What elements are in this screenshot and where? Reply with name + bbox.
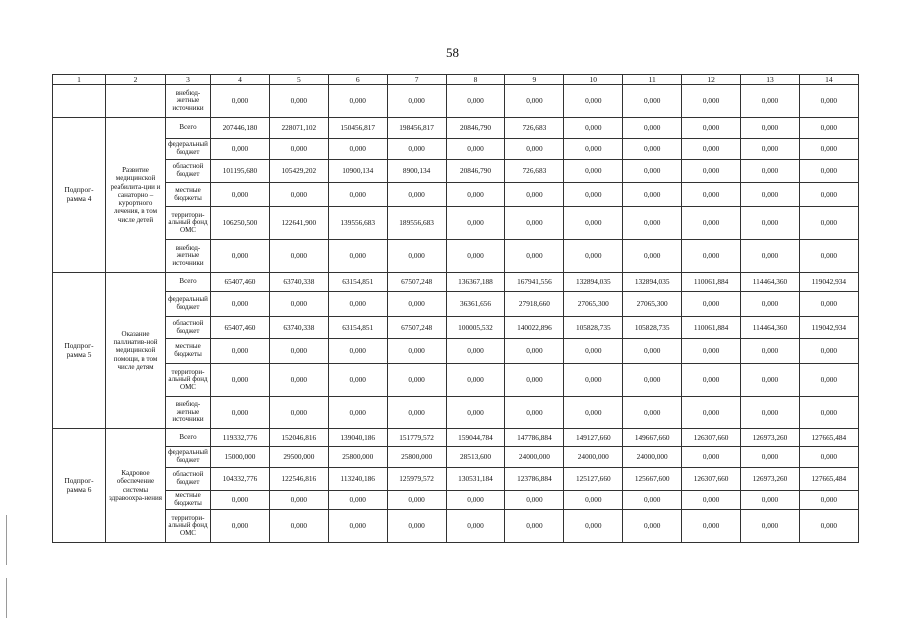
funding-source-cell: внебюд-жетные источники [166,85,211,118]
value-cell: 0,000 [269,397,328,429]
value-cell: 125127,660 [564,468,623,491]
value-cell: 24000,000 [564,447,623,468]
value-cell: 0,000 [211,183,270,207]
value-cell: 0,000 [741,85,800,118]
value-cell: 10900,134 [328,160,387,183]
value-cell: 0,000 [387,491,446,510]
value-cell: 104332,776 [211,468,270,491]
value-cell: 0,000 [505,491,564,510]
column-number: 10 [564,75,623,85]
value-cell: 136367,188 [446,273,505,292]
value-cell: 0,000 [505,240,564,273]
value-cell: 0,000 [682,339,741,364]
value-cell: 0,000 [211,364,270,397]
value-cell: 0,000 [505,364,564,397]
value-cell: 0,000 [682,292,741,317]
value-cell: 63740,338 [269,317,328,339]
funding-source-cell: Всего [166,118,211,139]
value-cell: 0,000 [328,240,387,273]
value-cell: 0,000 [387,364,446,397]
value-cell: 726,683 [505,160,564,183]
value-cell: 0,000 [682,118,741,139]
margin-mark [6,578,7,618]
value-cell: 0,000 [682,240,741,273]
value-cell: 105828,735 [623,317,682,339]
column-number: 13 [741,75,800,85]
table-row [53,468,859,491]
value-cell: 0,000 [799,207,858,240]
value-cell: 0,000 [799,510,858,543]
value-cell: 0,000 [564,364,623,397]
value-cell: 0,000 [505,510,564,543]
value-cell: 0,000 [446,183,505,207]
value-cell: 149127,660 [564,429,623,447]
column-number: 9 [505,75,564,85]
value-cell: 0,000 [269,364,328,397]
subprogram-name-cell [106,85,166,118]
value-cell: 198456,817 [387,118,446,139]
funding-source-cell: федеральный бюджет [166,447,211,468]
value-cell: 0,000 [682,491,741,510]
table-row [53,207,859,240]
value-cell: 114464,360 [741,317,800,339]
value-cell: 63740,338 [269,273,328,292]
margin-mark [6,515,7,565]
funding-source-cell: внебюд-жетные источники [166,397,211,429]
value-cell: 123786,884 [505,468,564,491]
funding-source-cell: местные бюджеты [166,491,211,510]
value-cell: 0,000 [211,397,270,429]
funding-source-cell: областной бюджет [166,468,211,491]
value-cell: 0,000 [564,118,623,139]
value-cell: 0,000 [799,364,858,397]
page-number: 58 [446,45,459,60]
column-number: 4 [211,75,270,85]
table-row [53,160,859,183]
value-cell: 0,000 [682,447,741,468]
value-cell: 63154,851 [328,273,387,292]
table-row [53,397,859,429]
value-cell: 228071,102 [269,118,328,139]
value-cell: 0,000 [623,183,682,207]
value-cell: 105828,735 [564,317,623,339]
value-cell: 0,000 [564,85,623,118]
column-number: 6 [328,75,387,85]
value-cell: 0,000 [682,139,741,160]
value-cell: 20846,790 [446,118,505,139]
subprogram-name-cell: Развитие медицинской реабилита-ции и санаторно – курортного лечения, в том числе детей [106,118,166,273]
value-cell: 0,000 [623,339,682,364]
table-row [53,491,859,510]
value-cell: 105429,202 [269,160,328,183]
value-cell: 101195,680 [211,160,270,183]
table-row [53,273,859,292]
value-cell: 0,000 [269,85,328,118]
value-cell: 0,000 [387,183,446,207]
value-cell: 0,000 [446,510,505,543]
value-cell: 159044,784 [446,429,505,447]
value-cell: 0,000 [446,491,505,510]
funding-source-cell: внебюд-жетные источники [166,240,211,273]
value-cell: 0,000 [269,339,328,364]
value-cell: 0,000 [446,364,505,397]
value-cell: 152046,816 [269,429,328,447]
value-cell: 0,000 [623,240,682,273]
value-cell: 110061,884 [682,273,741,292]
table-row [53,118,859,139]
table-row [53,85,859,118]
value-cell: 149667,660 [623,429,682,447]
value-cell: 0,000 [446,85,505,118]
value-cell: 0,000 [741,339,800,364]
value-cell: 27065,300 [623,292,682,317]
value-cell: 0,000 [623,397,682,429]
value-cell: 0,000 [682,85,741,118]
value-cell: 151779,572 [387,429,446,447]
value-cell: 127665,484 [799,468,858,491]
value-cell: 0,000 [799,240,858,273]
value-cell: 0,000 [564,139,623,160]
value-cell: 0,000 [211,339,270,364]
column-number: 12 [682,75,741,85]
funding-source-cell: территори-альный фонд ОМС [166,207,211,240]
value-cell: 122546,816 [269,468,328,491]
value-cell: 28513,600 [446,447,505,468]
value-cell: 0,000 [328,183,387,207]
value-cell: 119042,934 [799,317,858,339]
value-cell: 0,000 [269,139,328,160]
value-cell: 0,000 [387,339,446,364]
value-cell: 0,000 [741,207,800,240]
value-cell: 140022,896 [505,317,564,339]
value-cell: 130531,184 [446,468,505,491]
value-cell: 0,000 [682,183,741,207]
value-cell: 0,000 [623,510,682,543]
value-cell: 0,000 [564,183,623,207]
value-cell: 100005,532 [446,317,505,339]
value-cell: 0,000 [799,339,858,364]
value-cell: 0,000 [564,397,623,429]
table-row [53,447,859,468]
value-cell: 25800,000 [387,447,446,468]
value-cell: 0,000 [623,160,682,183]
value-cell: 0,000 [446,240,505,273]
value-cell: 126307,660 [682,429,741,447]
value-cell: 0,000 [505,139,564,160]
table-row [53,292,859,317]
value-cell: 150456,817 [328,118,387,139]
value-cell: 0,000 [505,183,564,207]
table-row [53,183,859,207]
value-cell: 147786,884 [505,429,564,447]
value-cell: 0,000 [387,292,446,317]
funding-source-cell: областной бюджет [166,317,211,339]
funding-source-cell: местные бюджеты [166,183,211,207]
value-cell: 0,000 [741,292,800,317]
value-cell: 20846,790 [446,160,505,183]
value-cell: 0,000 [741,447,800,468]
column-number: 11 [623,75,682,85]
value-cell: 0,000 [387,85,446,118]
column-number-row [53,75,859,85]
value-cell: 189556,683 [387,207,446,240]
value-cell: 0,000 [387,510,446,543]
column-number: 2 [106,75,166,85]
value-cell: 0,000 [799,118,858,139]
column-number: 14 [799,75,858,85]
value-cell: 0,000 [211,139,270,160]
table-row [53,139,859,160]
value-cell: 0,000 [269,510,328,543]
table-row [53,429,859,447]
value-cell: 0,000 [799,447,858,468]
value-cell: 0,000 [564,491,623,510]
value-cell: 0,000 [799,292,858,317]
subprogram-cell [53,85,106,118]
value-cell: 67507,248 [387,317,446,339]
funding-source-cell: федеральный бюджет [166,292,211,317]
value-cell: 122641,900 [269,207,328,240]
column-number: 1 [53,75,106,85]
value-cell: 126307,660 [682,468,741,491]
value-cell: 0,000 [564,160,623,183]
value-cell: 0,000 [505,85,564,118]
value-cell: 0,000 [211,85,270,118]
table-row [53,364,859,397]
value-cell: 0,000 [328,85,387,118]
value-cell: 119042,934 [799,273,858,292]
value-cell: 0,000 [682,160,741,183]
value-cell: 119332,776 [211,429,270,447]
value-cell: 0,000 [328,292,387,317]
value-cell: 65407,460 [211,317,270,339]
value-cell: 0,000 [269,292,328,317]
subprogram-cell: Подпрог-рамма 6 [53,429,106,543]
value-cell: 0,000 [682,364,741,397]
value-cell: 0,000 [328,139,387,160]
value-cell: 0,000 [269,240,328,273]
value-cell: 132894,035 [564,273,623,292]
value-cell: 0,000 [211,510,270,543]
value-cell: 0,000 [387,397,446,429]
subprogram-cell: Подпрог-рамма 5 [53,273,106,429]
value-cell: 0,000 [564,510,623,543]
value-cell: 0,000 [799,397,858,429]
value-cell: 132894,035 [623,273,682,292]
value-cell: 0,000 [799,491,858,510]
value-cell: 0,000 [682,397,741,429]
value-cell: 0,000 [505,339,564,364]
table-row [53,317,859,339]
value-cell: 0,000 [682,207,741,240]
value-cell: 106250,500 [211,207,270,240]
value-cell: 0,000 [387,139,446,160]
value-cell: 27065,300 [564,292,623,317]
value-cell: 0,000 [446,339,505,364]
value-cell: 207446,180 [211,118,270,139]
value-cell: 0,000 [328,364,387,397]
value-cell: 0,000 [623,364,682,397]
subprogram-cell: Подпрог-рамма 4 [53,118,106,273]
value-cell: 29500,000 [269,447,328,468]
value-cell: 0,000 [387,240,446,273]
value-cell: 24000,000 [505,447,564,468]
value-cell: 126973,260 [741,468,800,491]
subprogram-name-cell: Оказание паллиатив-ной медицинской помощи, в том числе детям [106,273,166,429]
funding-source-cell: федеральный бюджет [166,139,211,160]
value-cell: 726,683 [505,118,564,139]
value-cell: 0,000 [623,491,682,510]
value-cell: 110061,884 [682,317,741,339]
value-cell: 0,000 [269,491,328,510]
value-cell: 114464,360 [741,273,800,292]
value-cell: 0,000 [799,183,858,207]
column-number: 3 [166,75,211,85]
value-cell: 0,000 [799,85,858,118]
value-cell: 24000,000 [623,447,682,468]
funding-source-cell: территори-альный фонд ОМС [166,364,211,397]
funding-source-cell: областной бюджет [166,160,211,183]
value-cell: 0,000 [211,491,270,510]
value-cell: 0,000 [328,510,387,543]
value-cell: 0,000 [799,160,858,183]
value-cell: 0,000 [623,85,682,118]
value-cell: 15000,000 [211,447,270,468]
value-cell: 63154,851 [328,317,387,339]
value-cell: 0,000 [623,207,682,240]
funding-source-cell: Всего [166,429,211,447]
column-number: 8 [446,75,505,85]
value-cell: 0,000 [564,207,623,240]
value-cell: 0,000 [741,118,800,139]
value-cell: 0,000 [623,118,682,139]
value-cell: 25800,000 [328,447,387,468]
funding-source-cell: местные бюджеты [166,339,211,364]
value-cell: 139040,186 [328,429,387,447]
value-cell: 167941,556 [505,273,564,292]
value-cell: 0,000 [505,207,564,240]
value-cell: 0,000 [741,510,800,543]
value-cell: 0,000 [799,139,858,160]
table-row [53,240,859,273]
value-cell: 8900,134 [387,160,446,183]
column-number: 5 [269,75,328,85]
value-cell: 0,000 [564,240,623,273]
value-cell: 67507,248 [387,273,446,292]
value-cell: 0,000 [741,491,800,510]
value-cell: 139556,683 [328,207,387,240]
value-cell: 0,000 [741,139,800,160]
value-cell: 126973,260 [741,429,800,447]
value-cell: 0,000 [682,510,741,543]
value-cell: 0,000 [446,139,505,160]
value-cell: 0,000 [269,183,328,207]
value-cell: 0,000 [564,339,623,364]
budget-table [52,74,859,543]
value-cell: 0,000 [446,397,505,429]
funding-source-cell: территори-альный фонд ОМС [166,510,211,543]
value-cell: 0,000 [211,292,270,317]
value-cell: 125667,600 [623,468,682,491]
value-cell: 27918,660 [505,292,564,317]
value-cell: 65407,460 [211,273,270,292]
value-cell: 36361,656 [446,292,505,317]
value-cell: 0,000 [741,364,800,397]
funding-source-cell: Всего [166,273,211,292]
value-cell: 0,000 [741,397,800,429]
table-row [53,510,859,543]
value-cell: 0,000 [741,183,800,207]
value-cell: 0,000 [446,207,505,240]
value-cell: 113240,186 [328,468,387,491]
value-cell: 0,000 [328,397,387,429]
value-cell: 0,000 [741,240,800,273]
value-cell: 0,000 [328,339,387,364]
column-number: 7 [387,75,446,85]
value-cell: 0,000 [623,139,682,160]
value-cell: 0,000 [211,240,270,273]
value-cell: 0,000 [328,491,387,510]
value-cell: 0,000 [741,160,800,183]
value-cell: 125979,572 [387,468,446,491]
value-cell: 127665,484 [799,429,858,447]
value-cell: 0,000 [505,397,564,429]
subprogram-name-cell: Кадровое обеспечение системы здравоохра-нения [106,429,166,543]
table-row [53,339,859,364]
